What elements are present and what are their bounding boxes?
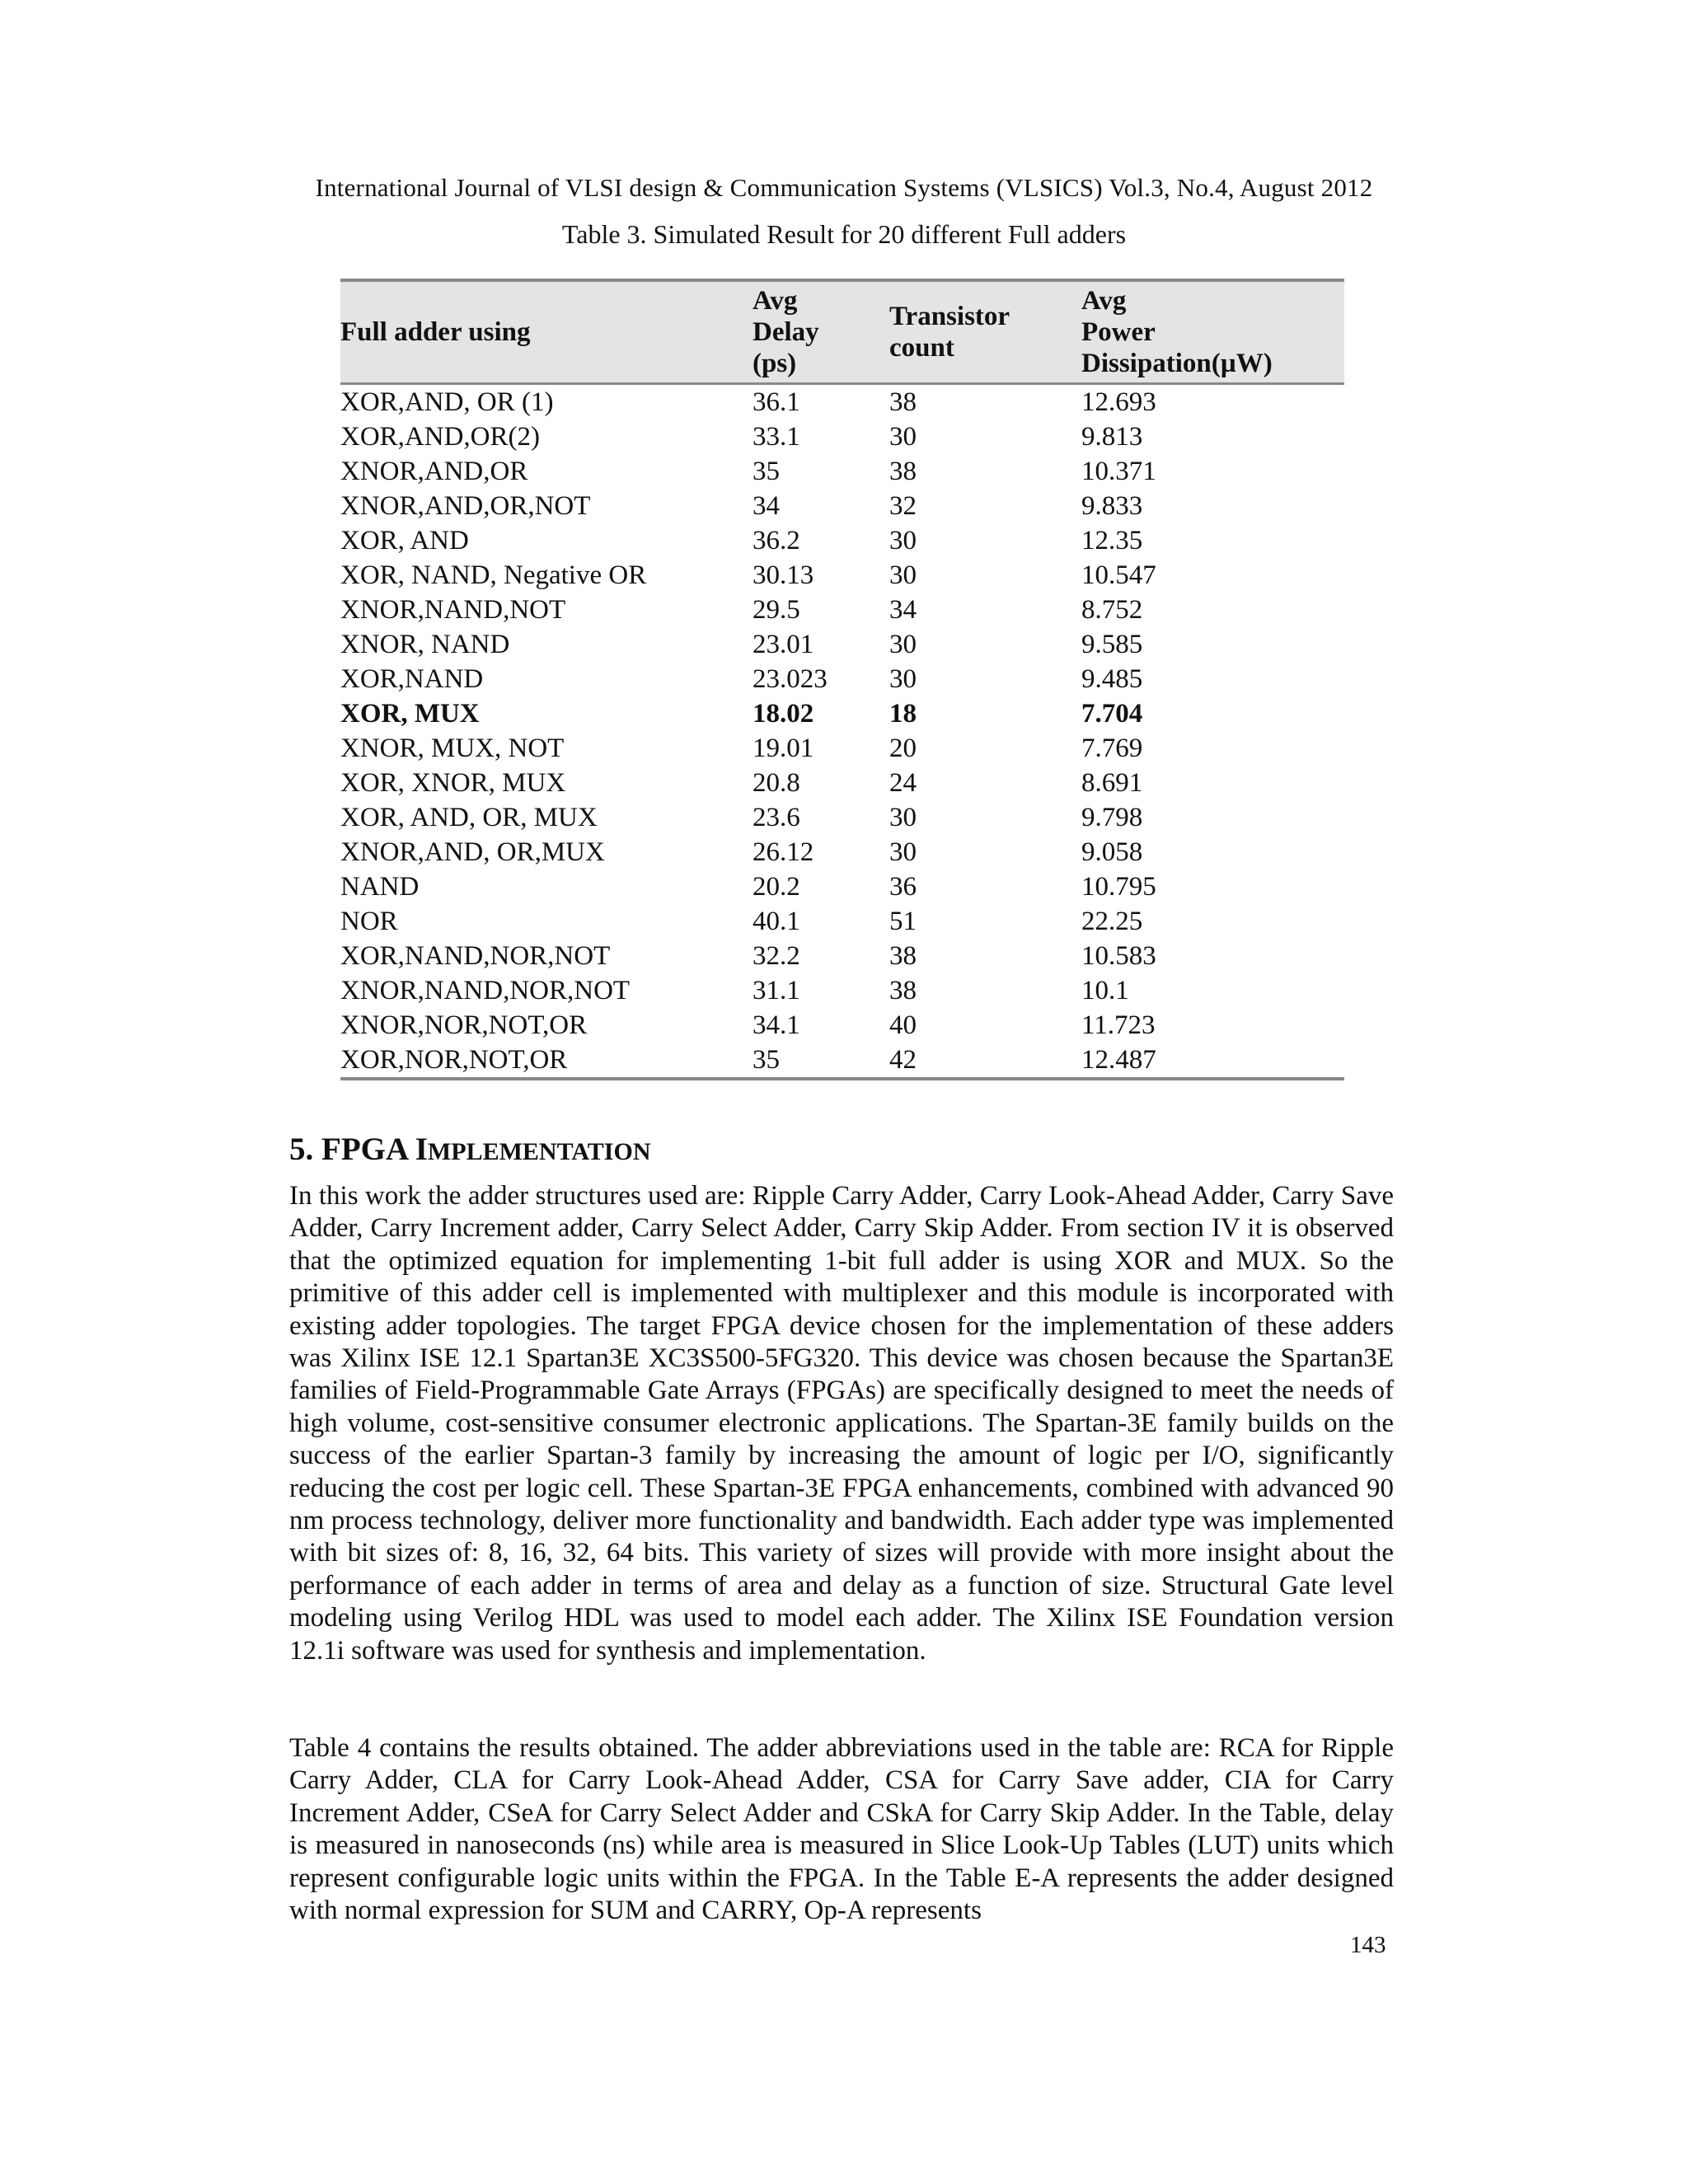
column-header-line: Power [1081,317,1156,347]
table-cell: XOR,NAND [340,664,484,694]
table-row [340,627,1344,662]
table-cell: 10.583 [1081,941,1156,971]
column-header-line: Full adder using [340,317,531,347]
table-cell: XOR, AND, OR, MUX [340,803,598,832]
table-cell: XNOR,NOR,NOT,OR [340,1010,588,1040]
table-cell: 9.833 [1081,491,1143,521]
table-row [340,904,1344,939]
table-cell: 8.752 [1081,595,1143,625]
table-cell: 40.1 [753,907,800,936]
table-cell: 29.5 [753,595,800,625]
table-cell: 38 [889,976,917,1005]
table-row [340,766,1344,800]
table-cell: 30 [889,803,917,832]
table-row [340,1043,1344,1079]
table-cell: 35 [753,1043,889,1079]
table-cell: 30 [889,837,917,867]
table-cell: 30 [889,630,917,659]
table-cell: 10.795 [1081,872,1156,902]
column-header-line: Transistor [889,302,1010,331]
table-cell: 9.798 [1081,803,1143,832]
table-cell: 42 [889,1043,1081,1079]
table-cell: XOR,AND,OR(2) [340,422,540,452]
table-cell: 32.2 [753,941,800,971]
table-cell: NOR [340,907,398,936]
table-cell: 18 [889,699,917,729]
results-table [340,279,1344,1080]
table-cell: 19.01 [753,733,814,763]
table-row [340,419,1344,454]
table-cell: 7.769 [1081,733,1143,763]
table-row [340,593,1344,627]
table-cell: XOR,NAND,NOR,NOT [340,941,611,971]
table-row [340,454,1344,489]
table-row [340,662,1344,696]
table-cell: 26.12 [753,837,814,867]
table-cell: 34.1 [753,1010,800,1040]
table-header [340,280,1344,384]
table-cell: XOR, NAND, Negative OR [340,560,647,590]
table-cell: 22.25 [1081,907,1143,936]
section-title-rest: MPLEMENTATION [427,1138,651,1165]
table-cell: 35 [753,457,780,486]
table-cell: 30 [889,664,917,694]
table-cell: 23.023 [753,664,828,694]
table-row [340,696,1344,731]
table-cell: 36.1 [753,387,800,417]
table-cell: XNOR, MUX, NOT [340,733,565,763]
table-cell: 30 [889,526,917,555]
table-cell: XNOR,AND,OR,NOT [340,491,591,521]
table-header-row [340,280,1344,384]
table-cell: NAND [340,872,420,902]
section-heading [289,1131,650,1168]
table-cell: XNOR,AND,OR [340,457,528,486]
table-cell: 32 [889,491,917,521]
table-row [340,973,1344,1008]
table-cell: 23.01 [753,630,814,659]
table-cell: XNOR,NAND,NOT [340,595,566,625]
table-cell: 11.723 [1081,1010,1156,1040]
table-row [340,558,1344,593]
table-cell: 9.058 [1081,837,1143,867]
table-cell: 38 [889,387,917,417]
table-cell: 38 [889,941,917,971]
table-cell: XNOR,NAND,NOR,NOT [340,976,631,1005]
body-paragraph: Table 4 contains the results obtained. The adder abbreviations used in the table are: RCA for Ripple Carry Adder, CLA for Carry Look-Ahead Adder, CSA for Carry Save adder, CIA for Carry Increment Adder, CSeA for Carry Select Adder and CSkA for Carry Skip Adder. In the Table, delay is measured in nanoseconds (ns) while area is measured in Slice Look-Up Tables (LUT) units which represent configurable logic units within the FPGA. In the Table E-A represents the adder designed with normal expression for SUM and CARRY, Op-A represents [289,1733,1394,1926]
table-cell: 12.487 [1081,1043,1344,1079]
table-cell: XNOR,AND, OR,MUX [340,837,605,867]
table-cell: 9.485 [1081,664,1143,694]
table-cell: XOR, MUX [340,699,480,729]
column-header [753,280,889,384]
table-caption: Table 3. Simulated Result for 20 different Full adders [561,219,1127,249]
table-row [340,731,1344,766]
table-row [340,1008,1344,1043]
table-cell: 36.2 [753,526,800,555]
table-cell: 10.371 [1081,457,1156,486]
table-cell: 33.1 [753,422,800,452]
table-cell: XOR, XNOR, MUX [340,768,566,798]
column-header-line: Delay [753,317,819,347]
column-header-line: Dissipation(µW) [1081,349,1273,378]
table-cell: 7.704 [1081,699,1143,729]
column-header [340,280,753,384]
table-cell: 18.02 [753,699,814,729]
table-cell: 23.6 [753,803,800,832]
table-cell: 51 [889,907,917,936]
column-header [889,280,1081,384]
column-header-line: count [889,333,954,363]
results-table-container [340,279,1344,1080]
table-cell: 10.547 [1081,560,1156,590]
table-row [340,939,1344,973]
table-cell: XOR,NOR,NOT,OR [340,1043,753,1079]
column-header-line: Avg [1081,286,1127,316]
table-row [340,835,1344,869]
table-row [340,869,1344,904]
table-cell: 20.8 [753,768,800,798]
table-cell: 10.1 [1081,976,1129,1005]
table-cell: 38 [889,457,917,486]
section-number: 5. [289,1132,314,1167]
table-cell: 30.13 [753,560,814,590]
table-row [340,523,1344,558]
table-cell: 12.35 [1081,526,1143,555]
table-cell: 34 [753,491,780,521]
column-header-line: (ps) [753,349,797,378]
table-cell: 30 [889,560,917,590]
body-paragraph: In this work the adder structures used are: Ripple Carry Adder, Carry Look-Ahead Adder, Carry Save Adder, Carry Increment adder, Carry Select Adder, Carry Skip Adder. From section IV it is observed that the optimized equation for implementing 1-bit full adder is using XOR and MUX. So the primitive of this adder cell is implemented with multiplexer and this module is incorporated with existing adder topologies. The target FPGA device chosen for the implementation of these adders was Xilinx ISE 12.1 Spartan3E XC3S500-5FG320. This device was chosen because the Spartan3E families of Field-Programmable Gate Arrays (FPGAs) are specifically designed to meet the needs of high volume, cost-sensitive consumer electronic applications. The Spartan-3E family builds on the success of the earlier Spartan-3 family by increasing the amount of logic per I/O, significantly reducing the cost per logic cell. These Spartan-3E FPGA enhancements, combined with advanced 90 nm process technology, deliver more functionality and bandwidth. Each adder type was implemented with bit sizes of: 8, 16, 32, 64 bits. This variety of sizes will provide with more insight about the performance of each adder in terms of area and delay as a function of size. Structural Gate level modeling using Verilog HDL was used to model each adder. The Xilinx ISE Foundation version 12.1i software was used for synthesis and implementation. [289,1181,1394,1666]
table-body [340,384,1344,1080]
table-cell: 9.813 [1081,422,1143,452]
table-row [340,384,1344,420]
table-cell: 34 [889,595,917,625]
table-cell: 12.693 [1081,387,1156,417]
page-number: 143 [1350,1932,1386,1958]
table-cell: 40 [889,1010,917,1040]
table-row [340,489,1344,523]
section-title-lead: FPGA I [321,1132,428,1167]
table-cell: XNOR, NAND [340,630,510,659]
table-row [340,800,1344,835]
table-cell: XOR, AND [340,526,469,555]
table-cell: 20 [889,733,917,763]
table-cell: XOR,AND, OR (1) [340,387,554,417]
column-header [1081,280,1344,384]
table-cell: 30 [889,422,917,452]
table-cell: 9.585 [1081,630,1143,659]
running-header: International Journal of VLSI design & Communication Systems (VLSICS) Vol.3, No.4, August 2012 [315,173,1373,202]
table-cell: 24 [889,768,917,798]
table-cell: 31.1 [753,976,800,1005]
table-cell: 36 [889,872,917,902]
table-cell: 8.691 [1081,768,1143,798]
table-cell: 20.2 [753,872,800,902]
column-header-line: Avg [753,286,798,316]
